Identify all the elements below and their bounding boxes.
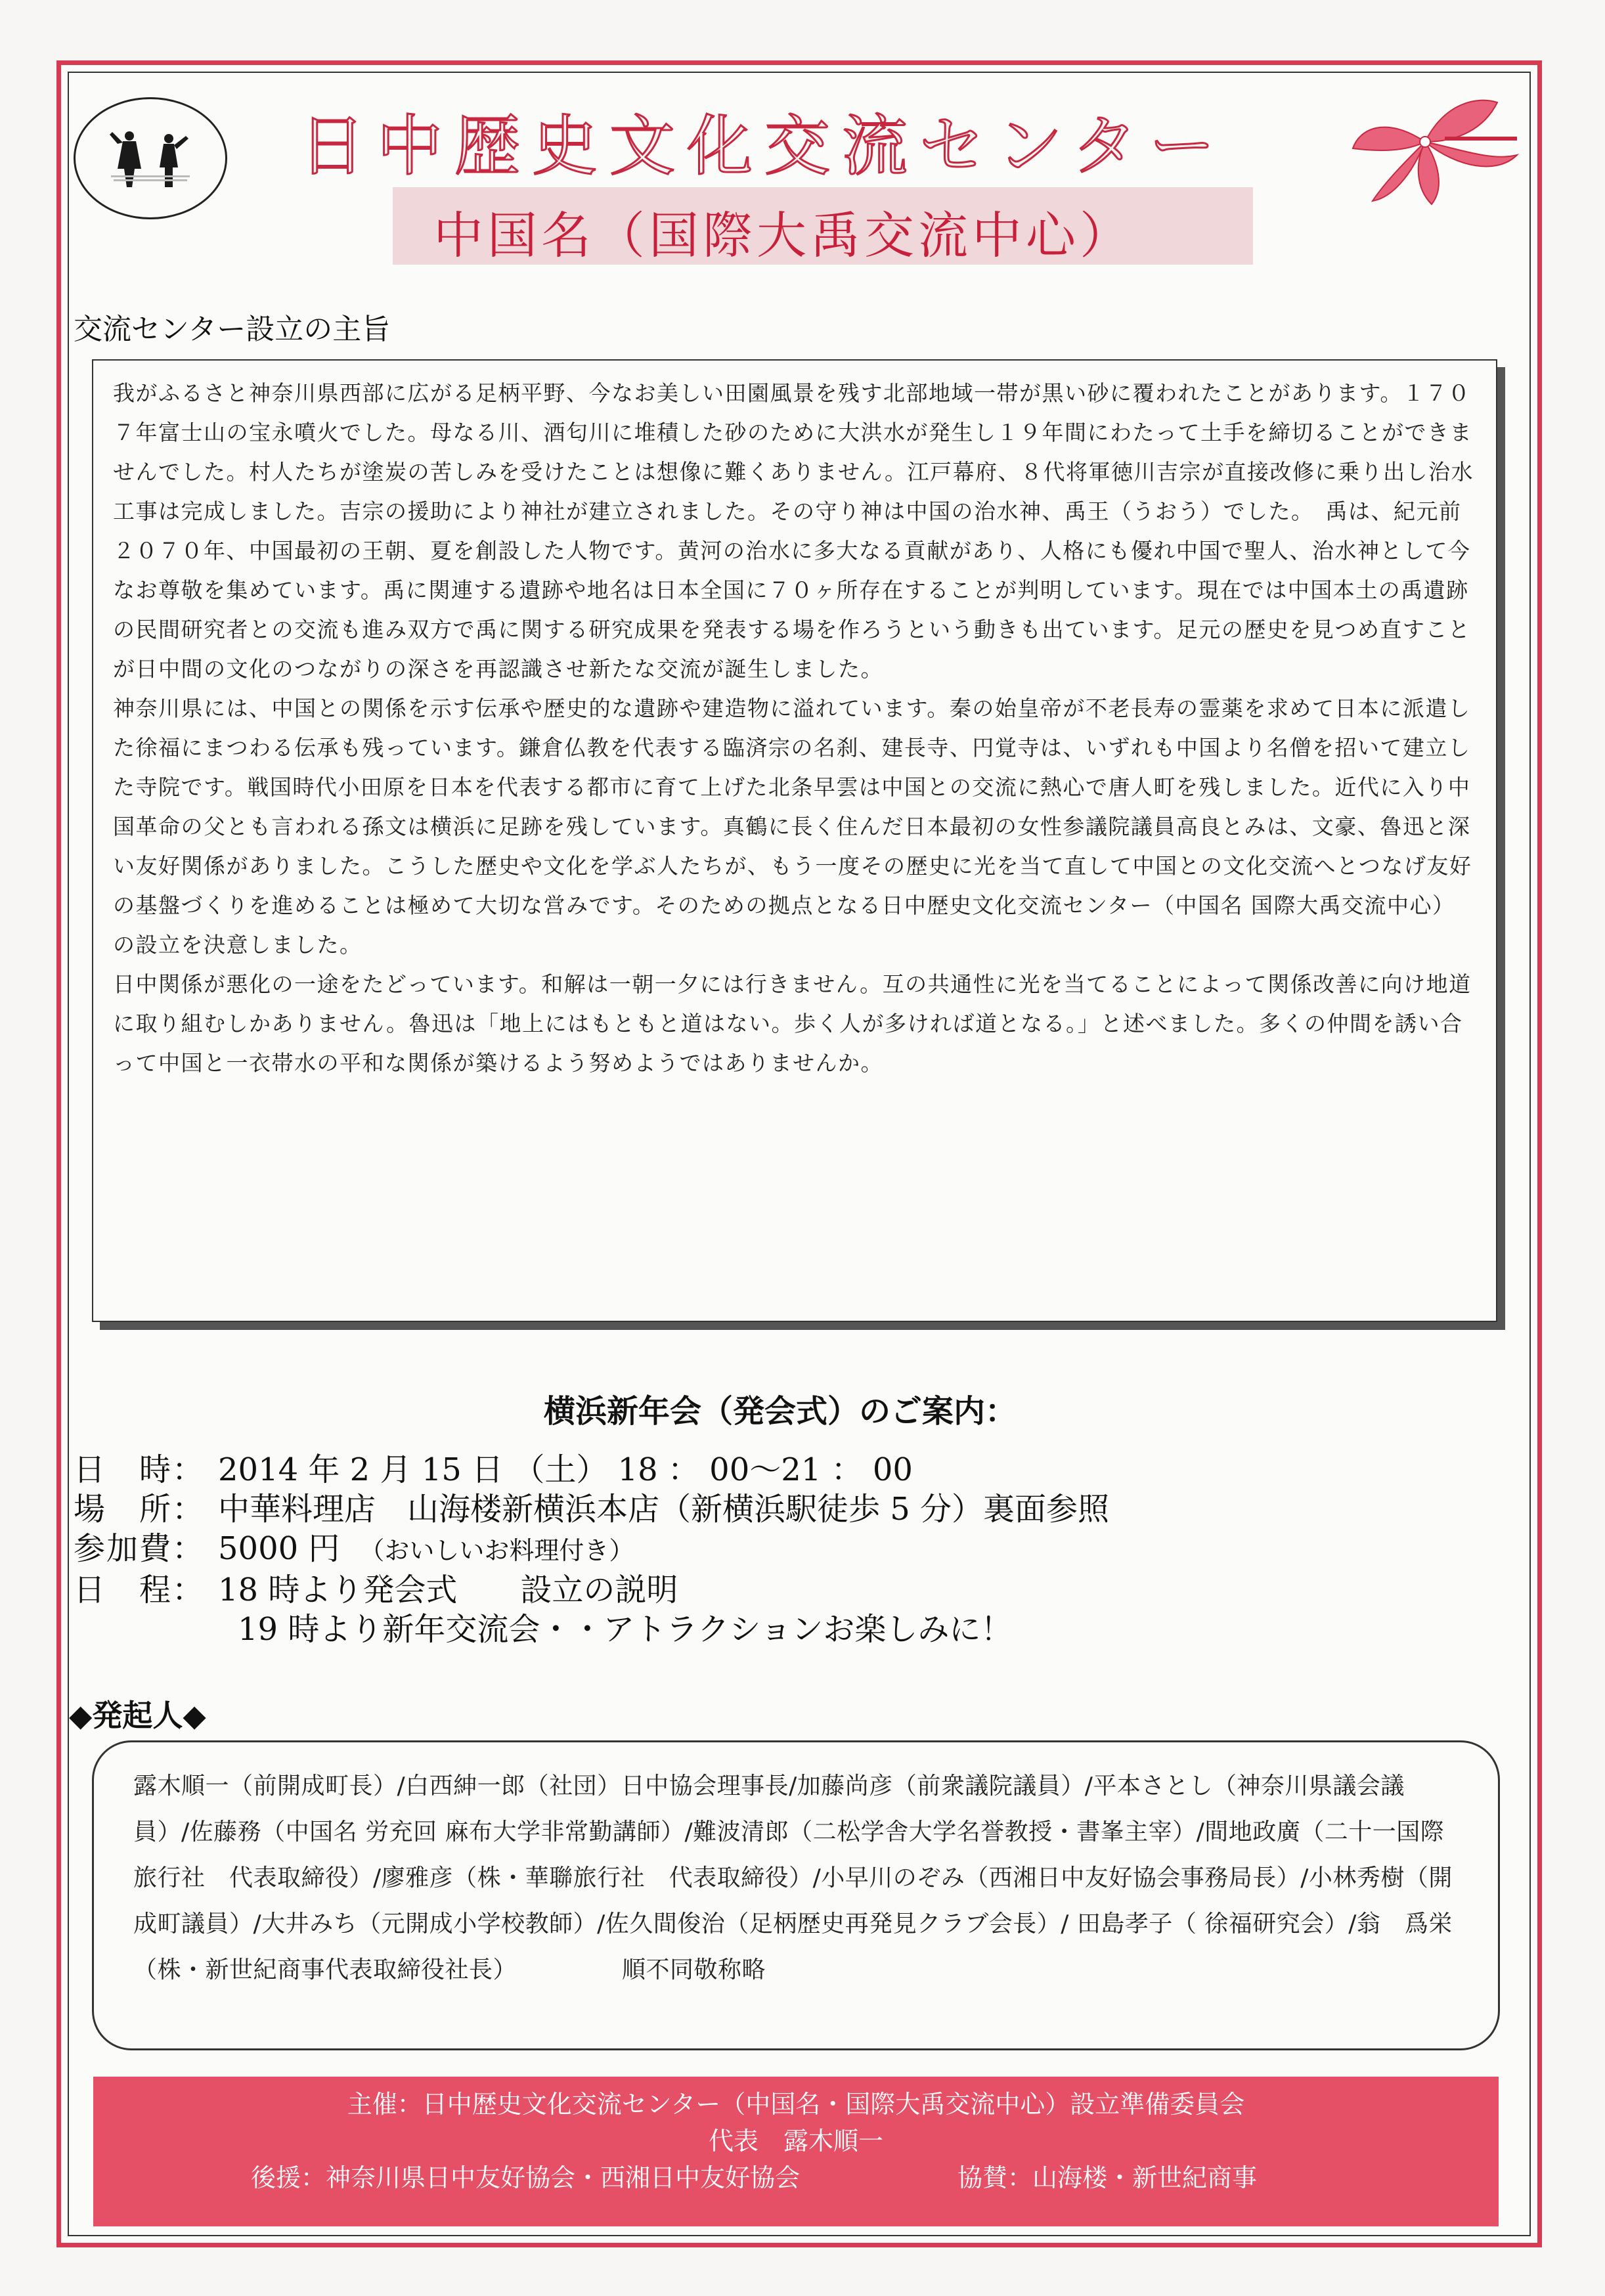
event-title: 横浜新年会（発会式）のご案内： bbox=[544, 1393, 1017, 1430]
founders-box bbox=[92, 1740, 1500, 2050]
founders-names: 露木順一（前開成町長）/白西紳一郎（社団）日中協会理事長/加藤尚彦（前衆議院議員）/平本さとし（神奈川県議会議員）/佐藤務（中国名 労充回 麻布大学非常勤講師）/難波清郎（二松学舎大学名誉教授・書峯主宰）/間地政廣（二十一国際旅行社 代表取締役）/廖雅彦（株・華聯旅行社 代表取締役）/小早川のぞみ（西湘日中友好協会事務局長）/小林秀樹（開成町議員）/大井みち（元開成小学校教師）/佐久間俊治（足柄歴史再発見クラブ会長）/ 田島孝子（ 徐福研究会）/翁 爲栄（株・新世紀商事代表取締役社長） bbox=[133, 1773, 1453, 1983]
event-fee-value bbox=[218, 1529, 1479, 1570]
event-fee-note: （おいしいお料理付き） bbox=[359, 1536, 634, 1565]
event-date-label: 日 時： bbox=[74, 1451, 206, 1488]
founders-note: 順不同敬称略 bbox=[622, 1956, 766, 1983]
purpose-text-box bbox=[92, 359, 1497, 1322]
logo-figures-icon bbox=[104, 129, 196, 188]
event-fee-label: 参加費： bbox=[74, 1530, 206, 1567]
purpose-paragraph-2: 神奈川県には、中国との関係を示す伝承や歴史的な遺跡や建造物に溢れています。秦の始皇帝が不老長寿の霊薬を求めて日本に派遣した徐福にまつわる伝承も残っています。鎌倉仏教を代表する臨済宗の名刹、建長寺、円覚寺は、いずれも中国より名僧を招いて建立した寺院です。戦国時代小田原を日本を代表する都市に育て上げた北条早雲は中国との交流に熱心で唐人町を残しました。近代に入り中国革命の父とも言われる孫文は横浜に足跡を残しています。真鶴に長く住んだ日本最初の女性参議院議員高良とみは、文豪、魯迅と深い友好関係がありました。こうした歴史や文化を学ぶ人たちが、もう一度その歴史に光を当て直して中国との文化交流へとつなげ友好の基盤づくりを進めることは極めて大切な営みです。そのための拠点となる日中歴史文化交流センター（中国名 国際大禹交流中心）の設立を決意しました。 bbox=[113, 695, 1472, 958]
logo bbox=[74, 97, 227, 219]
founders-heading: ◆発起人◆ bbox=[69, 1698, 206, 1733]
event-schedule-row bbox=[74, 1570, 1479, 1610]
footer-cosponsor: 協賛：山海楼・新世紀商事 bbox=[957, 2163, 1258, 2192]
purpose-paragraph-1: 我がふるさと神奈川県西部に広がる足柄平野、今なお美しい田園風景を残す北部地域一帯が黒い砂に覆われたことがあります。１７０７年富士山の宝永噴火でした。母なる川、酒匂川に堆積した砂のために大洪水が発生し１９年間にわたって土手を締切ることができませんでした。村人たちが塗炭の苦しみを受けたことは想像に難くありません。江戸幕府、８代将軍徳川吉宗が直接改修に乗り出し治水工事は完成しました。吉宗の援助により神社が建立されました。その守り神は中国の治水神、禹王（うおう）でした。 禹は、紀元前２０７０年、中国最初の王朝、夏を創設した人物です。黄河の治水に多大なる貢献があり、人格にも優れ中国で聖人、治水神として今なお尊敬を集めています。禹に関連する遺跡や地名は日本全国に７０ヶ所存在することが判明しています。現在では中国本土の禹遺跡の民間研究者との交流も進み双方で禹に関する研究成果を発表する場を作ろうという動きも出ています。足元の歴史を見つめ直すことが日中間の文化のつながりの深さを再認識させ新たな交流が誕生しました。 bbox=[113, 380, 1474, 682]
footer-banner bbox=[93, 2077, 1499, 2226]
footer-spacer bbox=[800, 2159, 957, 2196]
event-schedule-item-2: 19 時より新年交流会・・アトラクションお楽しみに！ bbox=[238, 1611, 1013, 1648]
event-schedule-item-1: 18 時より発会式 設立の説明 bbox=[218, 1572, 678, 1608]
event-place-value: 中華料理店 山海楼新横浜本店（新横浜駅徒歩 5 分）裏面参照 bbox=[218, 1491, 1110, 1528]
event-details bbox=[74, 1450, 1479, 1649]
page-title: 日中歴史文化交流センター bbox=[299, 108, 1227, 185]
event-place-row bbox=[74, 1490, 1479, 1529]
event-place-label: 場 所： bbox=[74, 1491, 206, 1528]
footer-support: 後援：神奈川県日中友好協会・西湘日中友好協会 bbox=[251, 2163, 801, 2192]
purpose-paragraph-3: 日中関係が悪化の一途をたどっています。和解は一朝一夕には行きません。互の共通性に光を当てることによって関係改善に向け地道に取り組むしかありません。魯迅は「地上にはもともと道はない。歩く人が多ければ道となる。」と述べました。多くの仲間を誘い合って中国と一衣帯水の平和な関係が築けるよう努めようではありませんか。 bbox=[113, 971, 1472, 1076]
event-fee-amount: 5000 円 bbox=[218, 1530, 340, 1567]
footer-representative: 代表 露木順一 bbox=[708, 2127, 883, 2155]
event-fee-row bbox=[74, 1529, 1479, 1570]
founders-list bbox=[133, 1763, 1459, 1993]
purpose-heading: 交流センター設立の主旨 bbox=[74, 313, 391, 346]
footer-organizer: 主催：日中歴史文化交流センター（中国名・国際大禹交流中心）設立準備委員会 bbox=[347, 2090, 1245, 2119]
flower-icon bbox=[1346, 89, 1524, 208]
event-schedule-label: 日 程： bbox=[74, 1572, 206, 1608]
footer-support-row bbox=[93, 2159, 1499, 2196]
event-date-row bbox=[74, 1450, 1479, 1490]
event-schedule-row-2 bbox=[74, 1610, 1479, 1649]
event-date-value: 2014 年 2 月 15 日 （土） 18 ： 00〜21 ： 00 bbox=[218, 1451, 913, 1488]
page-subtitle: 中国名（国際大禹交流中心） bbox=[433, 206, 1133, 265]
